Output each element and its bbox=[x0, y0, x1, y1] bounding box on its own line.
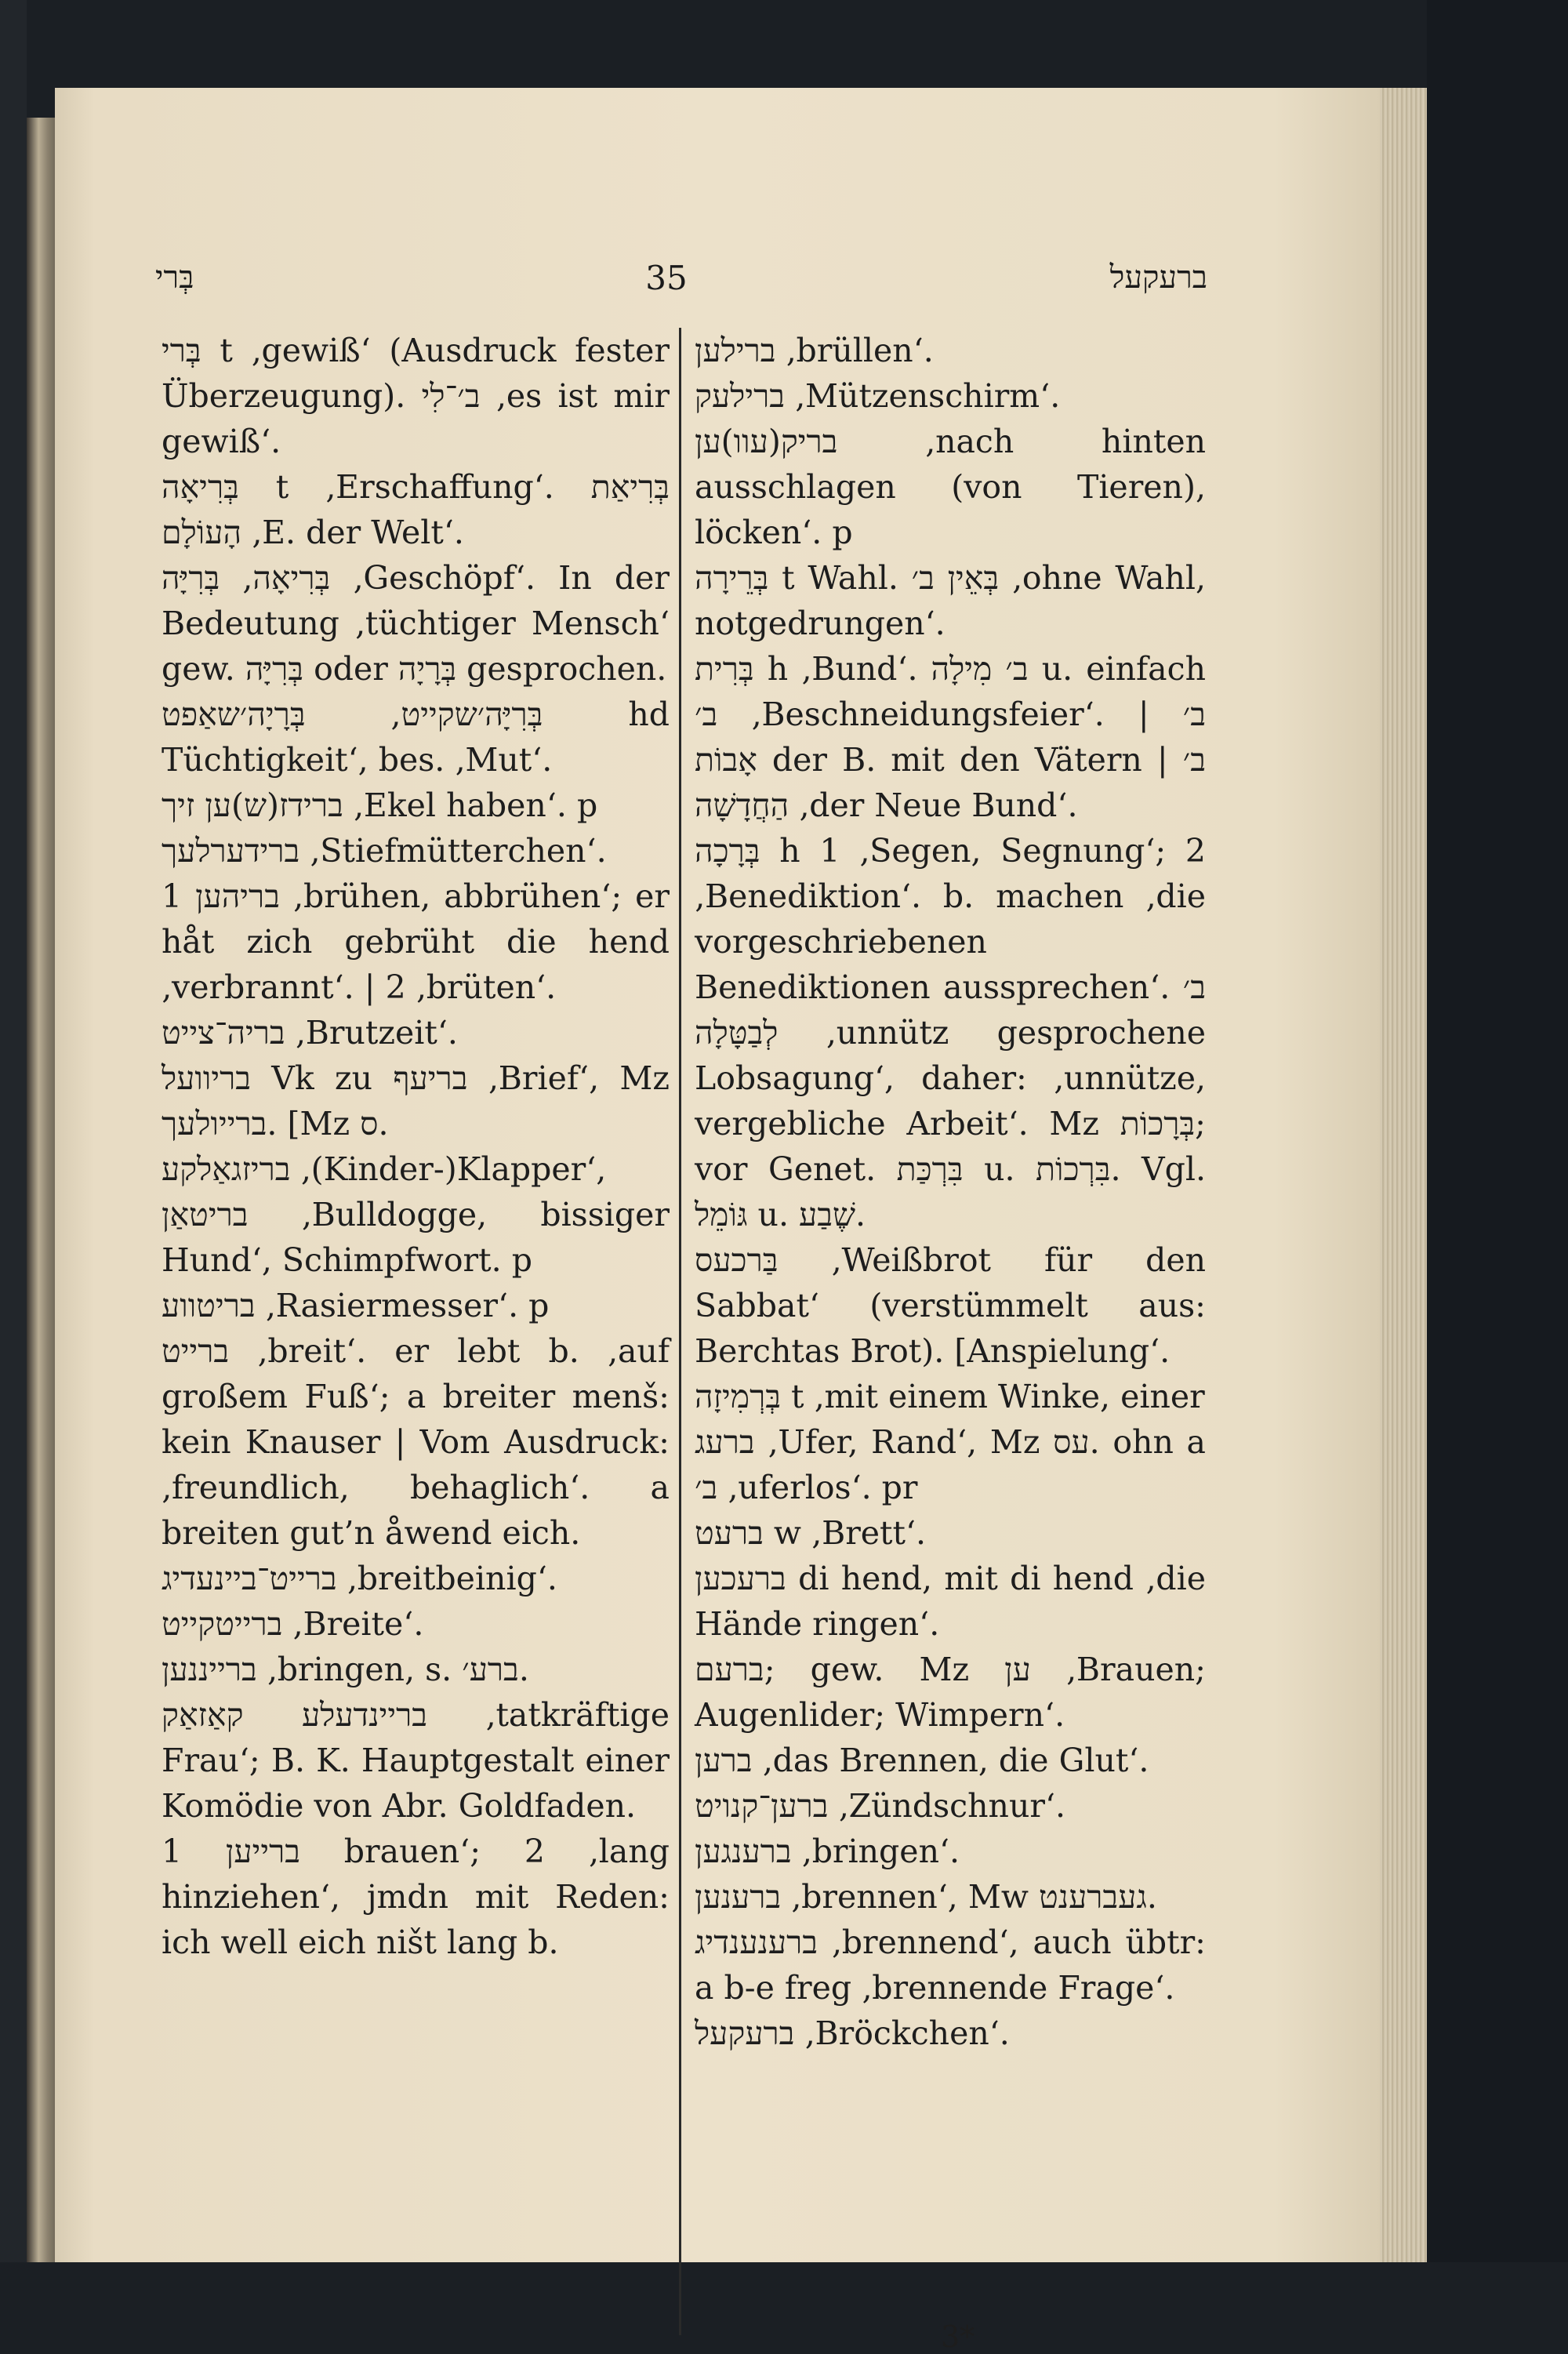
entry: ברייען 1 brauen‘; 2 ‚lang hinziehen‘, jmdn mit Reden: ich well eich ništ lang b. bbox=[162, 1833, 670, 1961]
left-headword: בְּרי bbox=[155, 260, 194, 296]
entry: ברילעק ‚Mützenschirm‘. bbox=[695, 377, 1061, 415]
entry: בְּרְמִיזָה t ‚mit einem Winke, einer bbox=[695, 1378, 1205, 1415]
entry: בַּרכעס ‚Weißbrot für den Sabbat‘ (verstümmelt aus: Berchtas Brot). [Anspielung‘. bbox=[695, 1241, 1206, 1370]
entry: בריק(עוו)ען ‚nach hinten ausschlagen (von Tieren), löcken‘. p bbox=[695, 423, 1206, 551]
entry: ברילען ‚brüllen‘. bbox=[695, 332, 934, 369]
entry: בְּרִיאָה t ‚Erschaffung‘. בְּרִיאַת הָעוֹלָם ‚E. der Welt‘. bbox=[162, 468, 670, 551]
entry: בְּרֵירָה t Wahl. בְּאֵין ב׳ ‚ohne Wahl, notgedrungen‘. bbox=[695, 559, 1206, 642]
entry: בריטווע ‚Rasiermesser‘. p bbox=[162, 1287, 550, 1324]
entry: ברעט w ‚Brett‘. bbox=[695, 1514, 927, 1552]
entry: ברייננען ‚bringen, s. ברע׳. bbox=[162, 1651, 529, 1688]
entry: ברעכען di hend, mit di hend ‚die Hände ringen‘. bbox=[695, 1560, 1206, 1643]
column-divider bbox=[679, 328, 681, 2335]
running-header bbox=[0, 259, 1568, 306]
book-dark-right-margin bbox=[1427, 0, 1568, 2262]
entry: ברידז(ש)ען זיך ‚Ekel haben‘. p bbox=[162, 786, 598, 824]
entry: ברען־קנויט ‚Zündschnur‘. bbox=[695, 1787, 1066, 1825]
signature-mark: 3* bbox=[941, 2319, 975, 2354]
book-dark-left-margin bbox=[0, 0, 27, 2262]
entry: בריזגאַלקע ‚(Kinder-)Klapper‘, bbox=[162, 1150, 607, 1188]
entry: ברען ‚das Brennen, die Glut‘. bbox=[695, 1742, 1149, 1779]
entry: ברענען ‚brennen‘, Mw געברענט. bbox=[695, 1878, 1157, 1916]
entry: בְּרי t ‚gewiß‘ (Ausdruck fester Überzeugung). ב׳־לִי ‚es ist mir gewiß‘. bbox=[162, 332, 670, 460]
entry: ברעג ‚Ufer, Rand‘, Mz עס. ohn a ב׳ ‚uferlos‘. pr bbox=[695, 1423, 1206, 1506]
page-fore-edge bbox=[1380, 88, 1427, 2262]
entry: ברענגען ‚bringen‘. bbox=[695, 1833, 960, 1870]
page-number: 35 bbox=[645, 259, 688, 297]
entry: בריוועל Vk zu בריעף ‚Brief‘, Mz ברייולעך. [Mz ס. bbox=[162, 1059, 670, 1142]
right-column bbox=[695, 328, 1206, 2056]
entry: בריה־צייט ‚Brutzeit‘. bbox=[162, 1014, 458, 1052]
opposite-page-edge bbox=[27, 118, 56, 2262]
entry: בְּרִית h ‚Bund‘. ב׳ מִילָה u. einfach ב׳ ‚Beschneidungsfeier‘. | ב׳ אָבוֹת der B. mit den Vätern | ב׳ הַחֲדָשָׁה ‚der Neue Bund‘. bbox=[695, 650, 1206, 824]
entry: בריהען 1 ‚brühen, abbrühen‘; er håt zich gebrüht die hend ‚verbrannt‘. | 2 ‚brüten‘. bbox=[162, 877, 670, 1006]
entry: ברייטקייט ‚Breite‘. bbox=[162, 1605, 424, 1643]
entry: ברעם; gew. Mz ען ‚Brauen; Augenlider; Wimpern‘. bbox=[695, 1651, 1206, 1734]
left-column bbox=[162, 328, 670, 1965]
entry: ברענענדיג ‚brennend‘, auch übtr: a b-e freg ‚brennende Frage‘. bbox=[695, 1924, 1206, 2007]
entry: בריטאַן ‚Bulldogge, bissiger Hund‘, Schimpfwort. p bbox=[162, 1196, 670, 1279]
entry: בריינדעלע קאַזאַק ‚tatkräftige Frau‘; B. K. Hauptgestalt einer Komödie von Abr. Goldfaden. bbox=[162, 1696, 670, 1825]
entry: ברעקעל ‚Bröckchen‘. bbox=[695, 2014, 1010, 2052]
entry: ברייט־ביינעדיג ‚breitbeinig‘. bbox=[162, 1560, 557, 1597]
right-headword: ברעקעל bbox=[1109, 260, 1207, 296]
entry: בְּרִיאָה, בְּרִיָּה ‚Geschöpf‘. In der Bedeutung ‚tüchtiger Mensch‘ gew. בְּרִיָּה oder בְּרָיָה gesprochen. bbox=[162, 559, 670, 688]
entry: ברייט ‚breit‘. er lebt b. ‚auf großem Fuß‘; a breiter menš: kein Knauser | Vom Ausdruck: ‚freundlich, behaglich‘. a breiten gut’n åwend eich. bbox=[162, 1332, 670, 1552]
entry: בְּרָכָה h 1 ‚Segen, Segnung‘; 2 ‚Benediktion‘. b. machen ‚die vorgeschriebenen Benediktionen aussprechen‘. ב׳ לְבַטָּלָה ‚unnütz gesprochene Lobsagung‘, daher: ‚unnütze, vergebliche Arbeit‘. Mz בְּרָכוֹת; vor Genet. בִּרְכַּת u. בִּרְכוֹת. Vgl. גּוֹמֵל u. שֶׁבַע. bbox=[695, 832, 1206, 1233]
entry: ברידערלעך ‚Stiefmütterchen‘. bbox=[162, 832, 607, 870]
entry: בְּרִיָּה׳שקייט, בְּרָיָה׳שאַפט hd Tüchtigkeit‘, bes. ‚Mut‘. bbox=[162, 696, 670, 779]
